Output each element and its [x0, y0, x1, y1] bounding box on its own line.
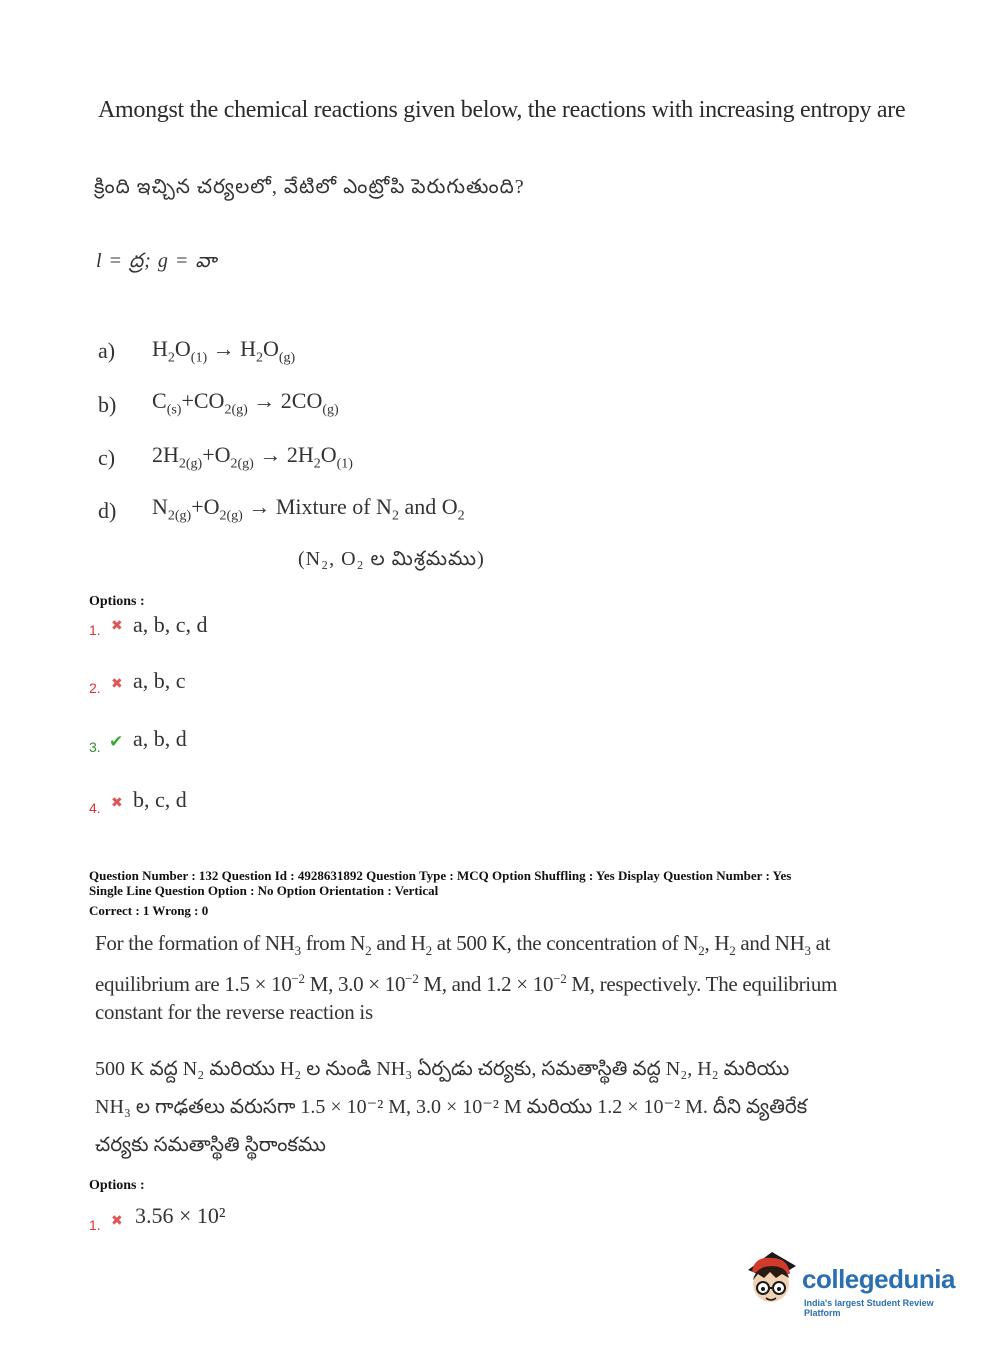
- question-text-en: Amongst the chemical reactions given below, the reactions with increasing entropy are: [98, 97, 906, 123]
- reaction-b-label: b): [98, 392, 117, 417]
- logo-name: collegedunia: [802, 1264, 955, 1294]
- option-number: 3.: [89, 739, 101, 755]
- option-number: 1.: [89, 1217, 101, 1233]
- collegedunia-logo: [742, 1248, 972, 1318]
- option-number: 2.: [89, 680, 101, 696]
- option-text: b, c, d: [133, 787, 187, 812]
- reaction-d-label: d): [98, 498, 117, 523]
- reaction-a-label: a): [98, 338, 116, 363]
- option-text: a, b, c: [133, 668, 186, 693]
- reaction-c: $2H_{2(g)}+O_{2(g)} \to 2H_2O_{(1)}$: [152, 442, 353, 472]
- question-text-te: క్రింది ఇచ్చిన చర్యలలో, వేటిలో ఎంట్రోపి పెరుగుతుంది?: [94, 176, 525, 198]
- reaction-b: $C_{(s)}+CO_{2(g)} \to 2CO_{(g)}$: [152, 388, 339, 418]
- logo-tagline: India's largest Student Review Platform: [804, 1298, 934, 1318]
- check-icon: ✔: [109, 732, 124, 752]
- question-2-te-line-2: NH₃ ల గాఢతలు వరుసగా 1.5 × 10⁻² M, 3.0 × 10⁻² M మరియు 1.2 × 10⁻² M. దీని వ్యతిరేక: [95, 1096, 808, 1118]
- reaction-d: $N_{2(g)}+O_{2(g)}$ → Mixture of $N_2$ and $O_2$: [152, 494, 465, 524]
- reaction-c-label: c): [98, 445, 116, 470]
- cross-icon: ✖: [111, 676, 123, 692]
- option-3[interactable]: [89, 726, 489, 756]
- cross-icon: ✖: [111, 795, 123, 811]
- option-number: 4.: [89, 800, 101, 816]
- question-2-text-en: For the formation of $NH_3$ from $N_2$ and $H_2$ at 500 K, the concentration of $N_2$, $H_2$ and $NH_3$ at equilibrium are $1.5 \times 10^{-2}$ M, $3.0 \times 10^{-2}$ M, and $1.2 \times 10^{-2}$ M, respectively. The equilibrium constant for the reverse reaction is: [95, 931, 838, 1025]
- option-number: 1.: [89, 622, 101, 638]
- option-text: 3.56 × 10²: [135, 1203, 226, 1228]
- option-4[interactable]: [89, 787, 489, 817]
- question-2-te-line-3: చర్యకు సమతాస్థితి స్థిరాంకము: [95, 1134, 326, 1156]
- option-2[interactable]: [89, 668, 489, 698]
- mascot-icon: [742, 1248, 800, 1310]
- question-meta-2: Single Line Question Option : No Option Orientation : Vertical: [89, 883, 439, 898]
- question-2-te-line-1: 500 K వద్ద N₂ మరియు H₂ ల నుండి NH₃ ఏర్పడు చర్యకు, సమతాస్థితి వద్ద N₂, H₂ మరియు: [95, 1058, 790, 1080]
- question-2-text-te: [95, 1050, 905, 1164]
- options-title-2: Options :: [89, 1178, 145, 1193]
- option-text: a, b, c, d: [133, 612, 208, 637]
- cross-icon: ✖: [111, 618, 123, 634]
- reaction-d-note: (N₂, O₂ ల మిశ్రమము): [298, 548, 485, 570]
- state-legend: l = ద్ర; g = వా: [96, 250, 218, 272]
- cross-icon: ✖: [111, 1213, 123, 1229]
- question-meta-1: Question Number : 132 Question Id : 4928631892 Question Type : MCQ Option Shuffling : Yes Display Question Number : Yes: [89, 868, 792, 883]
- reaction-a: $H_2O_{(1)} \to H_2O_{(g)}$: [152, 336, 296, 366]
- question-meta-3: Correct : 1 Wrong : 0: [89, 903, 209, 918]
- options-title: Options :: [89, 594, 145, 609]
- option-q2-1[interactable]: [89, 1203, 489, 1233]
- option-text: a, b, d: [133, 726, 187, 751]
- option-1[interactable]: [89, 612, 489, 642]
